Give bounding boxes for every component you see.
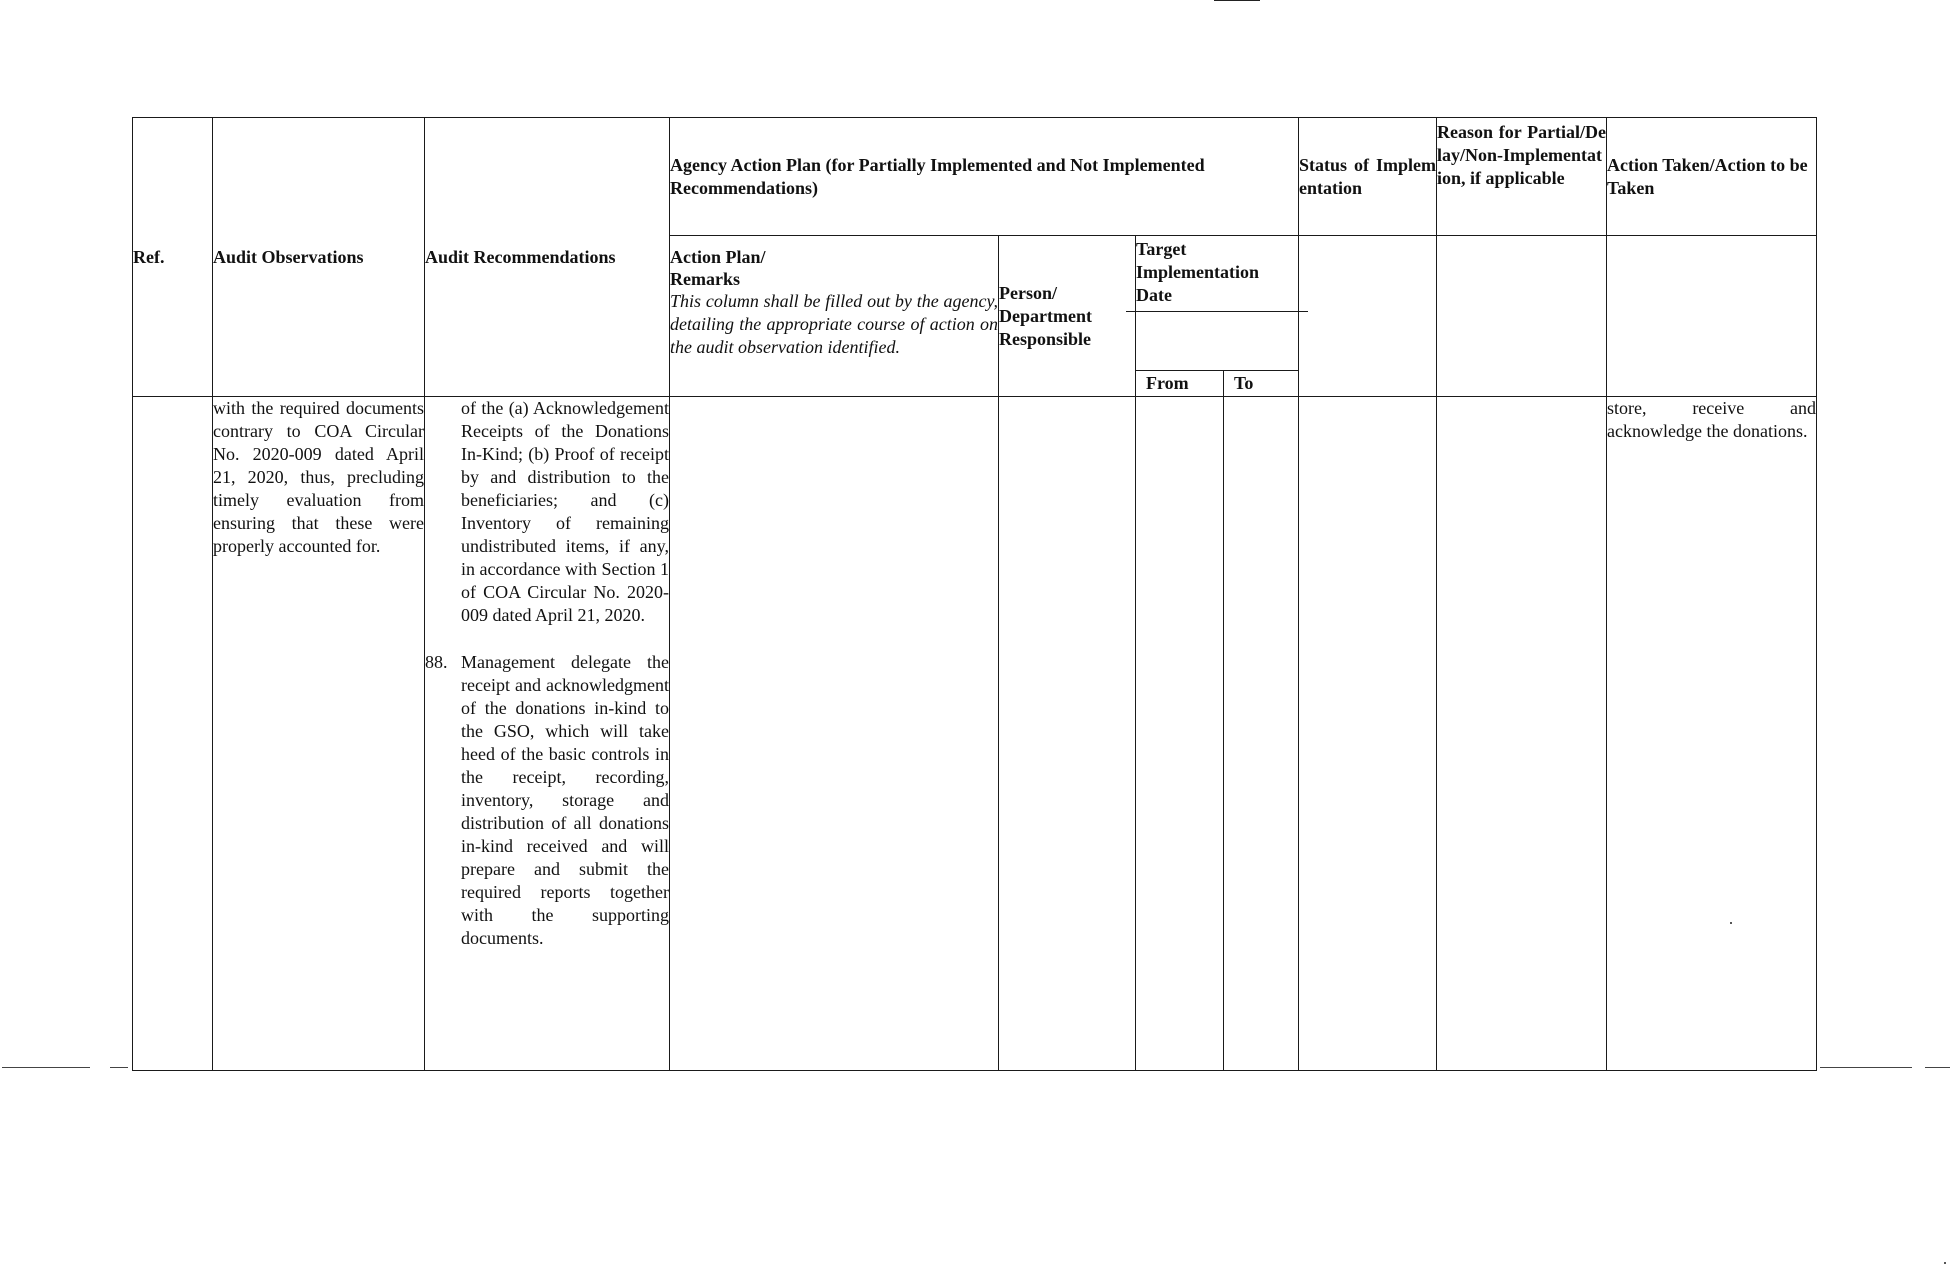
header-agency-action-plan-label: Agency Action Plan (for Partially Implemented and Not Implemented Recommendations)	[670, 154, 1205, 198]
cell-status	[1299, 397, 1437, 1071]
header-status-label: Status of Implementation	[1299, 154, 1437, 198]
header-agency-action-plan	[670, 118, 1299, 236]
left-edge-mark-1	[2, 1067, 90, 1068]
cell-reason	[1437, 397, 1607, 1071]
header-status-blank	[1299, 236, 1437, 397]
header-from-label: From	[1146, 373, 1189, 393]
header-target-date	[1136, 236, 1299, 371]
header-ref	[133, 118, 213, 397]
target-date-divider	[1126, 311, 1308, 370]
header-person-responsible-label: Person/ Department Responsible	[999, 282, 1092, 349]
header-target-date-label: Target Implementation Date	[1136, 239, 1259, 305]
recommendation-88	[425, 651, 669, 950]
cell-to	[1224, 397, 1299, 1071]
action-plan-title-remarks: Remarks	[670, 269, 740, 289]
recommendation-continued-text: of the (a) Acknowledgement Receipts of the Donations In-Kind; (b) Proof of receipt by and distribution to the beneficiaries; and (c) Inventory of remaining undistributed items, if any, in accordance with Section 1 of COA Circular No. 2020-009 dated April 21, 2020.	[461, 398, 669, 625]
cell-recommendations	[425, 397, 670, 1071]
header-reason-label: Reason for Partial/Delay/Non-Implementation, if applicable	[1437, 122, 1607, 188]
cell-ref	[133, 397, 213, 1071]
header-action-taken	[1607, 118, 1817, 236]
recommendation-88-text: Management delegate the receipt and acknowledgment of the donations in-kind to the GSO, which will take heed of the basic controls in the receipt, recording, inventory, storage and distribution of all donations in-kind received and will prepare and submit the required reports together with the supporting documents.	[461, 652, 669, 948]
top-edge-mark	[1214, 0, 1260, 1]
left-edge-mark-2	[110, 1067, 128, 1068]
right-edge-mark-1	[1820, 1067, 1912, 1068]
header-to	[1224, 371, 1299, 397]
header-reason	[1437, 118, 1607, 236]
header-reason-blank	[1437, 236, 1607, 397]
audit-matrix-page	[132, 117, 1816, 1071]
cell-from	[1136, 397, 1224, 1071]
header-audit-recommendations	[425, 118, 670, 397]
header-from	[1136, 371, 1224, 397]
corner-dot	[1944, 1262, 1946, 1264]
header-audit-recommendations-label: Audit Recommendations	[425, 246, 616, 267]
action-taken-text: store, receive and acknowledge the donations.	[1607, 398, 1817, 441]
header-audit-observations-label: Audit Observations	[213, 246, 364, 267]
audit-action-plan-table	[132, 117, 1817, 1071]
header-person-responsible	[999, 236, 1136, 397]
observation-text: with the required documents contrary to COA Circular No. 2020-009 dated April 21, 2020, thus, precluding timely evaluation from ensuring that these were properly accounted for.	[213, 398, 424, 556]
recommendation-88-number: 88.	[425, 652, 448, 672]
action-plan-title: Action Plan/	[670, 247, 766, 267]
header-action-taken-label: Action Taken/Action to be Taken	[1607, 154, 1808, 198]
cell-action-taken	[1607, 397, 1817, 1071]
header-ref-label: Ref.	[133, 246, 165, 267]
cell-action-plan	[670, 397, 999, 1071]
header-status	[1299, 118, 1437, 236]
header-action-plan-remarks	[670, 236, 999, 397]
right-edge-mark-2	[1925, 1067, 1950, 1068]
table-row	[133, 397, 1817, 1071]
header-row-top	[133, 118, 1817, 236]
stray-dot	[1730, 922, 1732, 924]
header-action-taken-blank	[1607, 236, 1817, 397]
action-plan-note: This column shall be filled out by the agency, detailing the appropriate course of action on the audit observation identified.	[670, 291, 998, 357]
cell-person-responsible	[999, 397, 1136, 1071]
cell-observation	[213, 397, 425, 1071]
header-to-label: To	[1234, 373, 1254, 393]
header-audit-observations	[213, 118, 425, 397]
